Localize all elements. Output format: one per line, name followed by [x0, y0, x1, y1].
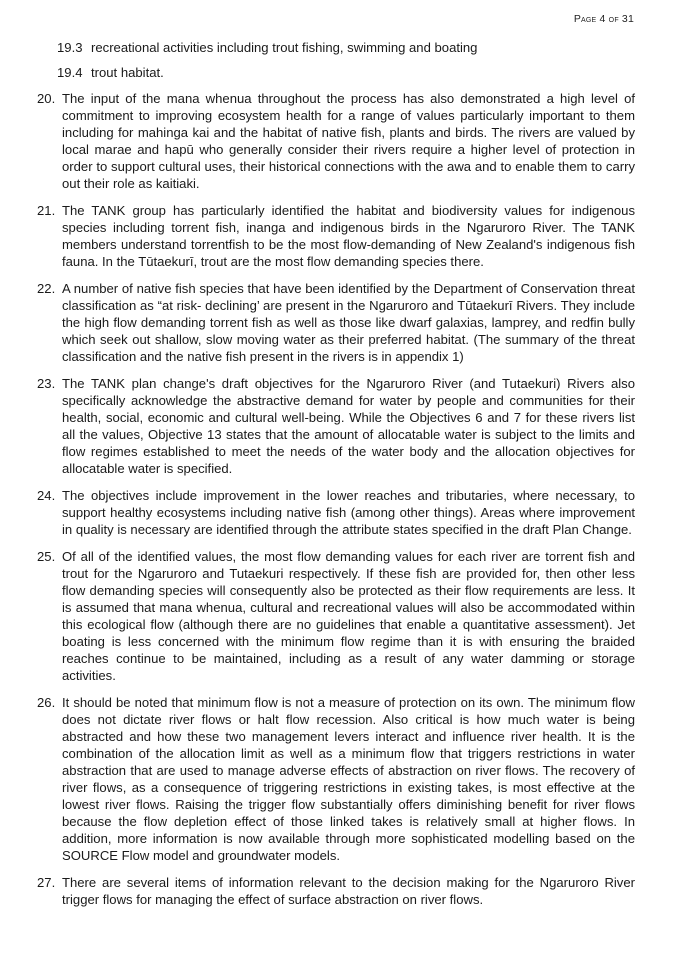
paragraph-text: The TANK plan change's draft objectives for the Ngaruroro River (and Tutaekuri) Rivers also specifically acknowledge the abstractive demand for water by people and communities for their health, social, economic and cultural well-being. While the Objectives 6 and 7 for these rivers list all the values, Objective 13 states that the amount of allocatable water is subject to the limits and flow regimes established to meet the needs of the water body and the allocation objectives for allocatable water is specified.	[62, 376, 635, 476]
paragraph-number: 21.	[37, 203, 56, 218]
paragraph-number: 20.	[37, 91, 56, 106]
document-body	[37, 39, 635, 918]
sub-item	[57, 64, 635, 81]
paragraph-text: Of all of the identified values, the most flow demanding values for each river are torrent fish and trout for the Ngaruroro and Tutaekuri respectively. If these fish are provided for, then other less flow demanding species will consequently also be protected as their flow requirements are less. It is assumed that mana whenua, cultural and recreational values will also be accommodated within this ecological flow (although there are no guidelines that enable a quantitative assessment). Jet boating is less concerned with the minimum flow regime than it is with ensuring the braided reaches continue to be maintained, including as a result of any water damming or storage activities.	[62, 549, 635, 683]
sub-item-number: 19.4	[57, 65, 83, 80]
paragraph-text: The input of the mana whenua throughout the process has also demonstrated a high level of commitment to improving ecosystem health for a range of values particularly important to them including for mahinga kai and the habitat of native fish, plants and birds. The rivers are valued by local marae and hapū who generally consider their rivers require a higher level of protection in order to support cultural uses, their historical connections with the awa and to enable them to carry out their role as kaitiaki.	[62, 91, 635, 191]
paragraph-number: 27.	[37, 875, 56, 890]
paragraph-text: There are several items of information relevant to the decision making for the Ngaruroro River trigger flows for managing the effect of surface abstraction on river flows.	[62, 875, 635, 907]
paragraph-number: 26.	[37, 695, 56, 710]
paragraph-text: The objectives include improvement in the lower reaches and tributaries, where necessary, to support healthy ecosystems including native fish (among other things). Areas where improvement in quality is necessary are identified through the attribute states specified in the draft Plan Change.	[62, 488, 635, 537]
sub-item-text: recreational activities including trout fishing, swimming and boating	[91, 40, 478, 55]
paragraph-text: A number of native fish species that have been identified by the Department of Conservation threat classification as “at risk- declining’ are present in the Ngaruroro and Tūtaekurī Rivers. They include the high flow demanding torrent fish as well as those like dwarf galaxias, lamprey, and redfin bully which seek out shallow, slow moving water as their preferred habitat. (The summary of the threat classification and the native fish present in the rivers is in appendix 1)	[62, 281, 635, 364]
paragraph-text: It should be noted that minimum flow is not a measure of protection on its own. The minimum flow does not dictate river flows or halt flow recession. Also critical is how much water is being abstracted and how these two management levers interact and influence river health. It is the combination of the allocation limit as well as a minimum flow that triggers restrictions in water abstraction that are used to manage adverse effects of abstraction on river flows. The recovery of river flows, as a consequence of triggering restrictions in existing takes, is most effective at the lowest river flows. Raising the trigger flow substantially offers diminishing benefit for river flows because the flow depletion effect of those linked takes is relatively small at higher flows. In addition, more information is now available through more sophisticated modelling based on the SOURCE Flow model and groundwater models.	[62, 695, 635, 863]
sub-item-number: 19.3	[57, 40, 83, 55]
page-number: Page 4 of 31	[573, 13, 634, 25]
numbered-paragraph	[37, 280, 635, 365]
numbered-paragraph	[37, 548, 635, 684]
numbered-paragraph	[37, 694, 635, 864]
numbered-paragraph	[37, 202, 635, 270]
sub-item	[57, 39, 635, 56]
numbered-paragraph	[37, 375, 635, 477]
paragraph-number: 22.	[37, 281, 56, 296]
sub-item-text: trout habitat.	[91, 65, 164, 80]
numbered-paragraph	[37, 90, 635, 192]
numbered-paragraph	[37, 487, 635, 538]
paragraph-text: The TANK group has particularly identified the habitat and biodiversity values for indigenous species including torrent fish, inanga and indigenous birds in the Ngaruroro River. The TANK members understand torrentfish to be the most flow-demanding of New Zealand's indigenous fish fauna. In the Tūtaekurī, trout are the most flow demanding species there.	[62, 203, 635, 269]
paragraph-number: 23.	[37, 376, 56, 391]
paragraph-number: 24.	[37, 488, 56, 503]
numbered-paragraph	[37, 874, 635, 908]
paragraph-number: 25.	[37, 549, 56, 564]
